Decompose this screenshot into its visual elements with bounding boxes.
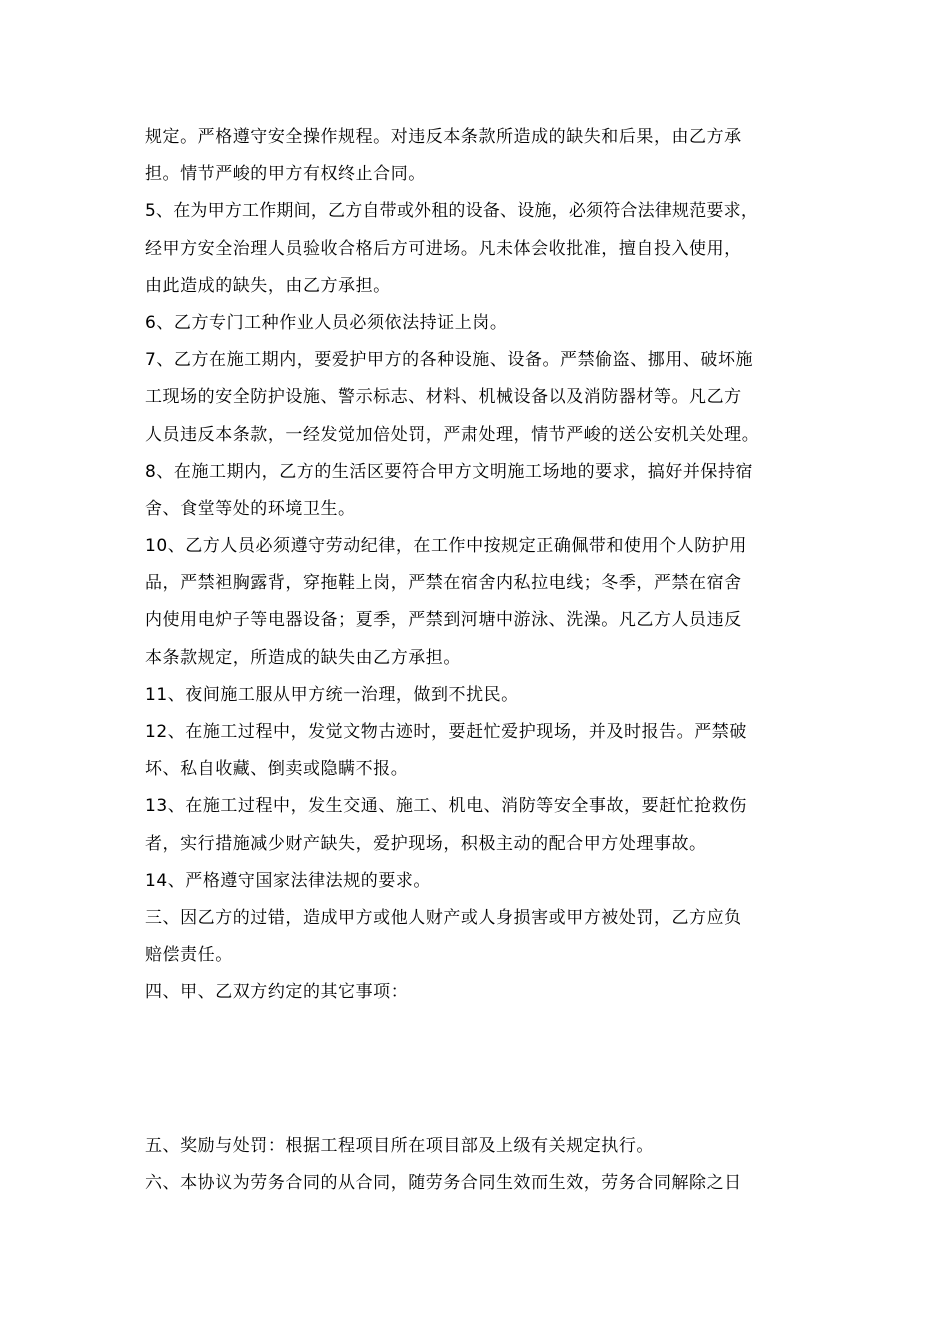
text-line: 经甲方安全治理人员验收合格后方可进场。凡未体会收批准，擅自投入使用， xyxy=(145,238,742,259)
text-line: 7、乙方在施工期内，要爱护甲方的各种设施、设备。严禁偷盗、挪用、破坏施 xyxy=(145,350,754,371)
text-line: 者，实行措施减少财产缺失，爱护现场，积极主动的配合甲方处理事故。 xyxy=(145,833,707,854)
text-line: 担。情节严峻的甲方有权终止合同。 xyxy=(145,164,426,185)
text-line: 13、在施工过程中，发生交通、施工、机电、消防等安全事故，要赶忙抢救伤 xyxy=(145,796,747,817)
text-line: 赔偿责任。 xyxy=(145,945,233,966)
text-line: 舍、食堂等处的环境卫生。 xyxy=(145,498,356,519)
text-line: 本条款规定，所造成的缺失由乙方承担。 xyxy=(145,647,461,668)
text-line: 由此造成的缺失，由乙方承担。 xyxy=(145,275,391,296)
text-line: 四、甲、乙双方约定的其它事项： xyxy=(145,982,409,1003)
text-line: 三、因乙方的过错，造成甲方或他人财产或人身损害或甲方被处罚，乙方应负 xyxy=(145,907,742,928)
text-line: 14、严格遵守国家法律法规的要求。 xyxy=(145,870,431,891)
text-line: 六、本协议为劳务合同的从合同，随劳务合同生效而生效，劳务合同解除之日 xyxy=(145,1172,742,1193)
text-line: 8、在施工期内，乙方的生活区要符合甲方文明施工场地的要求，搞好并保持宿 xyxy=(145,461,754,482)
text-line: 内使用电炉子等电器设备；夏季，严禁到河塘中游泳、洗澡。凡乙方人员违反 xyxy=(145,610,742,631)
blank-space xyxy=(145,1012,810,1128)
document-body xyxy=(145,119,810,1202)
text-line: 10、乙方人员必须遵守劳动纪律，在工作中按规定正确佩带和使用个人防护用 xyxy=(145,536,747,557)
text-line: 12、在施工过程中，发觉文物古迹时，要赶忙爱护现场，并及时报告。严禁破 xyxy=(145,722,747,742)
text-line: 工现场的安全防护设施、警示标志、材料、机械设备以及消防器材等。凡乙方 xyxy=(145,387,742,408)
text-line: 6、乙方专门工种作业人员必须依法持证上岗。 xyxy=(145,312,508,333)
text-line: 五、奖励与处罚：根据工程项目所在项目部及上级有关规定执行。 xyxy=(145,1135,654,1156)
text-line: 品，严禁袒胸露背，穿拖鞋上岗，严禁在宿舍内私拉电线；冬季，严禁在宿舍 xyxy=(145,573,742,594)
text-line: 坏、私自收藏、倒卖或隐瞒不报。 xyxy=(145,759,409,780)
text-line: 规定。严格遵守安全操作规程。对违反本条款所造成的缺失和后果，由乙方承 xyxy=(145,127,742,147)
text-line: 5、在为甲方工作期间，乙方自带或外租的设备、设施，必须符合法律规范要求， xyxy=(145,201,759,222)
text-line: 人员违反本条款，一经发觉加倍处罚，严肃处理，情节严峻的送公安机关处理。 xyxy=(145,424,760,445)
text-line: 11、夜间施工服从甲方统一治理，做到不扰民。 xyxy=(145,684,519,705)
